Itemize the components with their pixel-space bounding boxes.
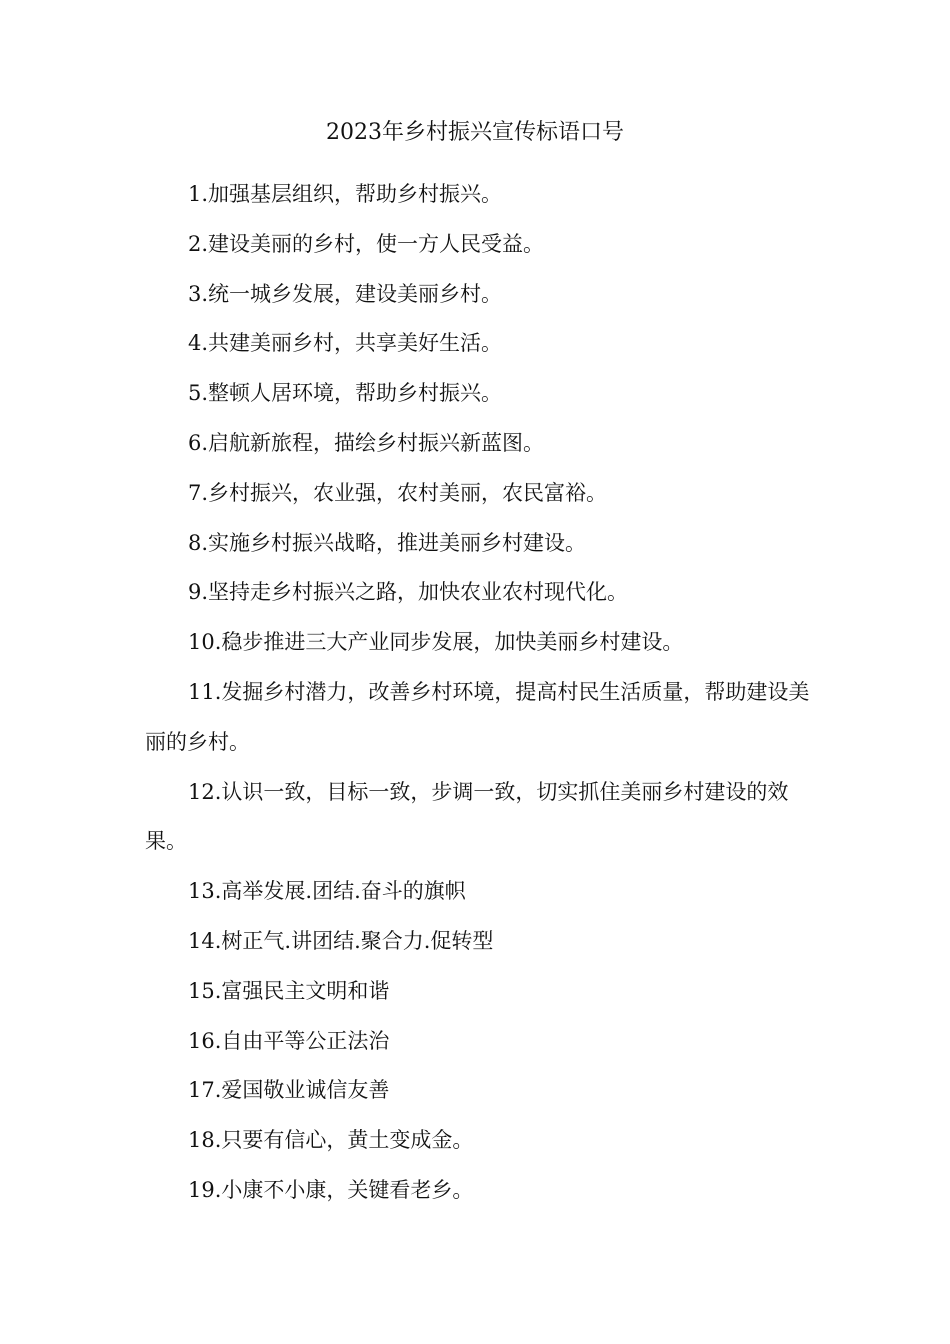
slogan-item-5: 5.整顿人居环境，帮助乡村振兴。	[188, 381, 503, 406]
slogan-item-17: 17.爱国敬业诚信友善	[188, 1078, 390, 1103]
slogan-item-6: 6.启航新旅程，描绘乡村振兴新蓝图。	[188, 430, 545, 455]
slogan-item-14: 14.树正气.讲团结.聚合力.促转型	[188, 928, 494, 953]
slogan-item-2: 2.建设美丽的乡村，使一方人民受益。	[188, 231, 545, 256]
slogan-item-15: 15.富强民主文明和谐	[188, 978, 390, 1003]
slogan-item-8: 8.实施乡村振兴战略，推进美丽乡村建设。	[188, 530, 587, 555]
slogan-item-7: 7.乡村振兴，农业强，农村美丽，农民富裕。	[188, 480, 608, 505]
slogan-item-12: 12.认识一致，目标一致，步调一致，切实抓住美丽乡村建设的效果。	[145, 779, 789, 854]
slogan-item-3: 3.统一城乡发展，建设美丽乡村。	[188, 281, 503, 306]
slogan-list	[145, 170, 810, 1216]
slogan-item-13: 13.高举发展.团结.奋斗的旗帜	[188, 879, 466, 904]
slogan-item-19: 19.小康不小康，关键看老乡。	[188, 1177, 474, 1202]
slogan-item-9: 9.坚持走乡村振兴之路，加快农业农村现代化。	[188, 580, 629, 605]
slogan-item-10: 10.稳步推进三大产业同步发展，加快美丽乡村建设。	[188, 630, 684, 655]
slogan-item-1: 1.加强基层组织，帮助乡村振兴。	[188, 182, 503, 206]
slogan-item-16: 16.自由平等公正法治	[188, 1028, 390, 1053]
document-title: 2023年乡村振兴宣传标语口号	[326, 120, 624, 145]
slogan-item-4: 4.共建美丽乡村，共享美好生活。	[188, 331, 503, 356]
slogan-item-18: 18.只要有信心，黄土变成金。	[188, 1128, 474, 1153]
slogan-item-11: 11.发掘乡村潜力，改善乡村环境，提高村民生活质量，帮助建设美丽的乡村。	[145, 679, 810, 754]
